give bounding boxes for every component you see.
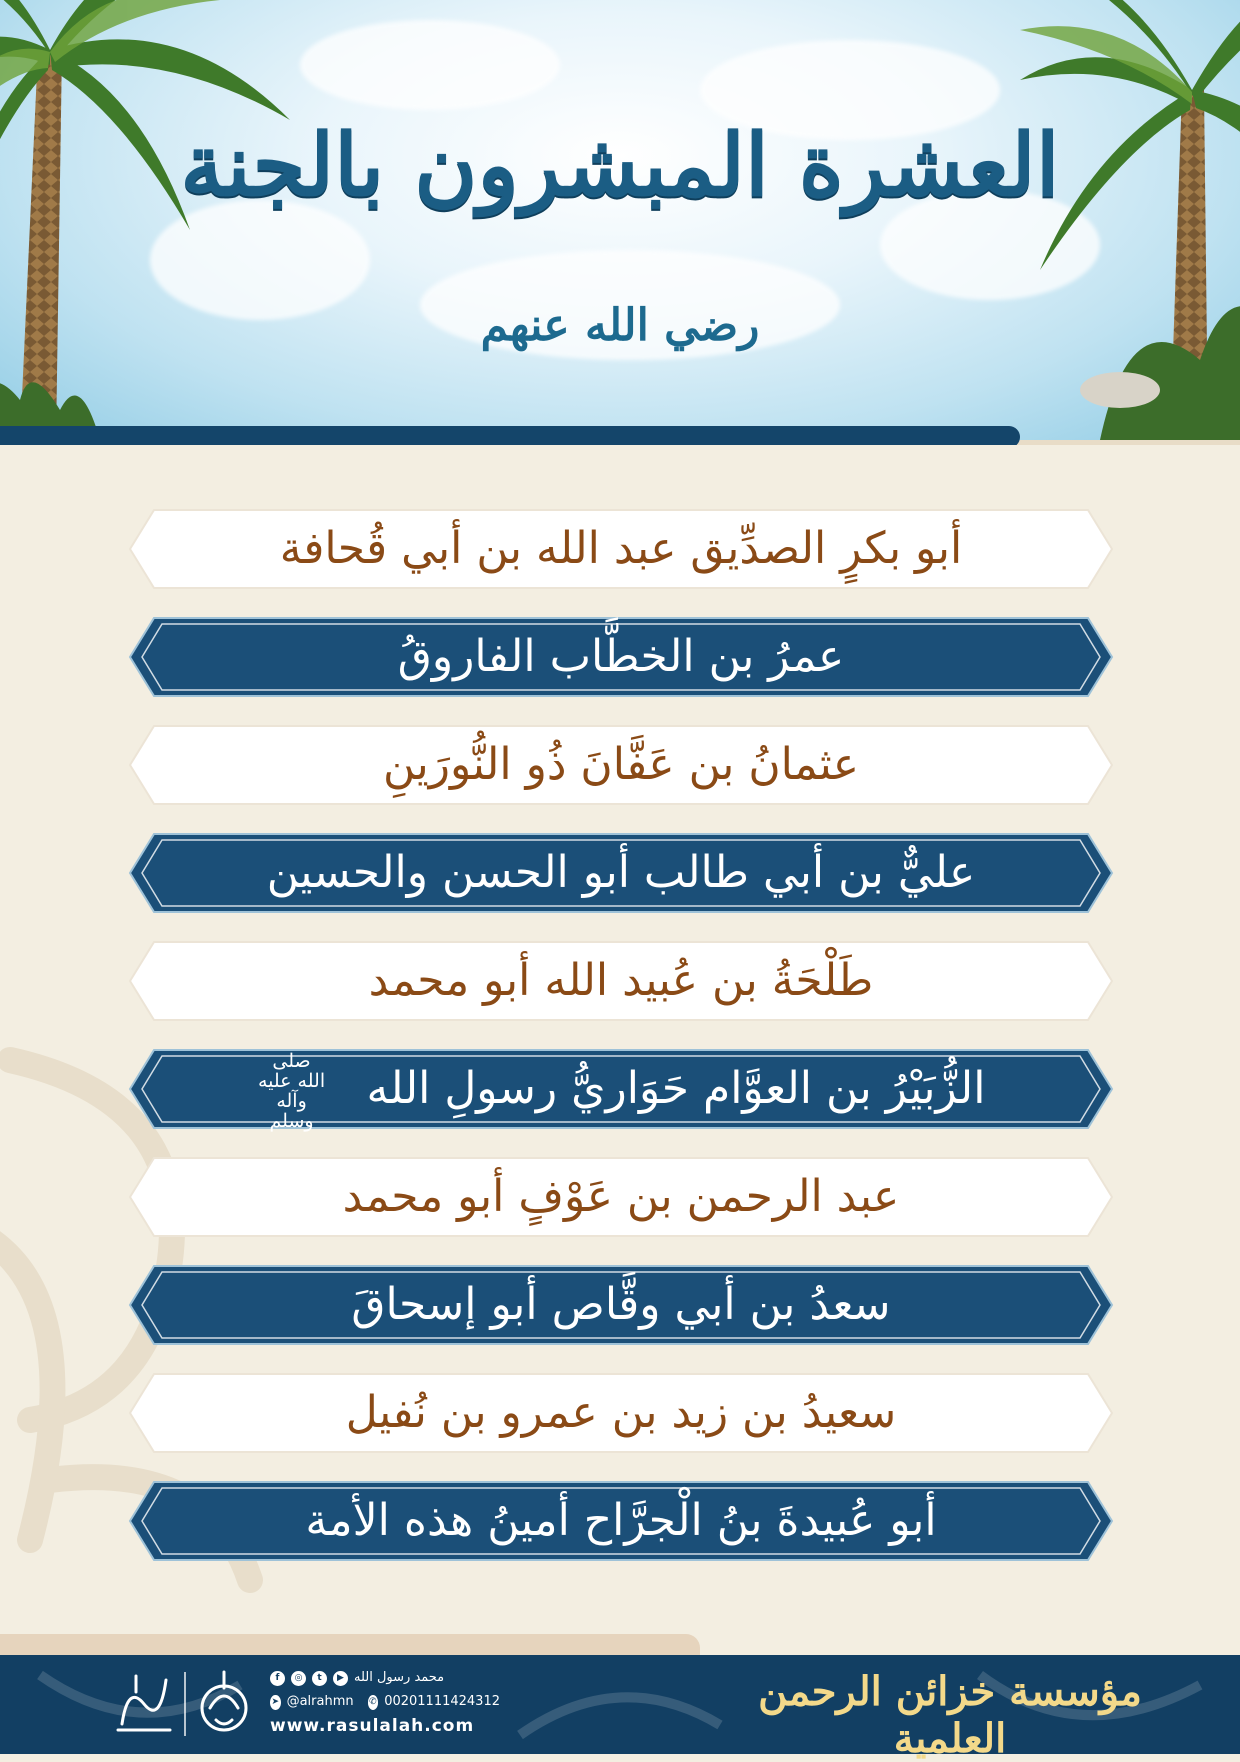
- list-item: [128, 724, 1114, 806]
- name-label: سعيدُ بن زيد بن عمرو بن نُفيل: [345, 1387, 897, 1438]
- name-label: عمرُ بن الخطَّاب الفاروقُ: [397, 631, 845, 682]
- twitter-icon[interactable]: t: [312, 1671, 327, 1686]
- name-label: الزُّبَيْرُ بن العوَّام حَوَاريُّ رسولِ الله: [366, 1063, 986, 1114]
- page-title: العشرة المبشرون بالجنة: [180, 115, 1060, 216]
- foundation-name: مؤسسة خزائن الرحمن العلمية: [758, 1668, 1142, 1762]
- header-divider: [0, 426, 1020, 445]
- name-label: طَلْحَةُ بن عُبيد الله أبو محمد: [368, 955, 874, 1006]
- phone-number[interactable]: 00201111424312: [384, 1694, 500, 1709]
- list-item: [128, 616, 1114, 698]
- instagram-icon[interactable]: ◎: [291, 1671, 306, 1686]
- brand-name: محمد رسول الله: [354, 1670, 445, 1685]
- name-label: عليٌّ بن أبي طالب أبو الحسن والحسين: [266, 847, 976, 898]
- list-item: [128, 1264, 1114, 1346]
- rasulalah-logo-icon: [188, 1664, 260, 1742]
- website-link[interactable]: www.rasulalah.com: [270, 1716, 475, 1736]
- footer-separator: [184, 1672, 186, 1736]
- list-item: [128, 508, 1114, 590]
- youtube-icon[interactable]: ▶: [333, 1671, 348, 1686]
- whatsapp-icon[interactable]: ✆: [368, 1695, 379, 1710]
- palm-tree-icon: [0, 0, 340, 440]
- list-item: [128, 1156, 1114, 1238]
- social-handle[interactable]: @alrahmn: [286, 1694, 354, 1709]
- page-subtitle: رضي الله عنهم: [480, 300, 760, 351]
- list-item: [128, 1048, 1114, 1130]
- list-item: [128, 832, 1114, 914]
- name-label: عبد الرحمن بن عَوْفٍ أبو محمد: [342, 1171, 900, 1222]
- contact-block: [270, 1666, 500, 1738]
- list-item: [128, 940, 1114, 1022]
- header-banner: [0, 0, 1240, 445]
- telegram-icon[interactable]: ➤: [270, 1695, 281, 1710]
- list-item: [128, 1480, 1114, 1562]
- name-label: أبو بكرٍ الصدِّيق عبد الله بن أبي قُحافة: [279, 523, 963, 574]
- alrahmn-logo-icon: [108, 1664, 180, 1742]
- palm-tree-icon: [900, 0, 1240, 440]
- name-label: سعدُ بن أبي وقَّاص أبو إسحاقَ: [351, 1279, 891, 1330]
- name-label-with-salutation: [128, 1048, 1114, 1130]
- name-label: عثمانُ بن عَفَّانَ ذُو النُّورَينِ: [382, 739, 860, 790]
- salutation-mark: صلى الله عليه وآله وسلم: [257, 1050, 326, 1132]
- facebook-icon[interactable]: f: [270, 1671, 285, 1686]
- list-item: [128, 1372, 1114, 1454]
- names-list: [128, 508, 1114, 1588]
- name-label: أبو عُبيدةَ بنُ الْجرَّاح أمينُ هذه الأمة: [305, 1495, 937, 1546]
